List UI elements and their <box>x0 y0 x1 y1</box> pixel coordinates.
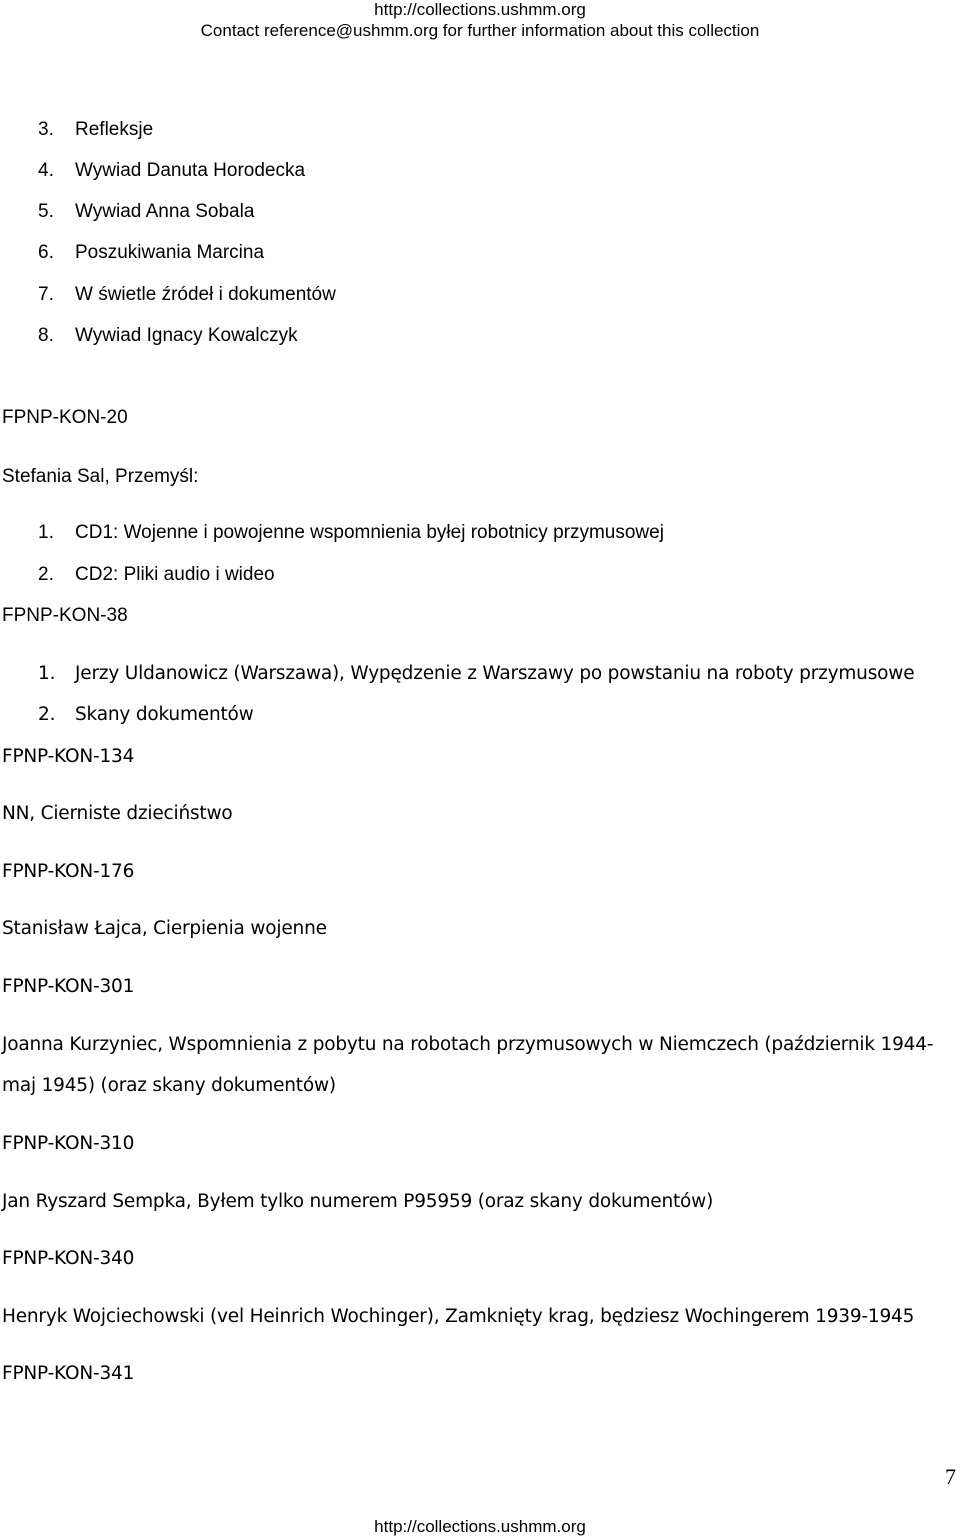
list-text: CD1: Wojenne i powojenne wspomnienia byłej robotnicy przymusowej <box>75 522 664 543</box>
list-text: Refleksje <box>75 119 154 140</box>
list-item <box>38 241 264 265</box>
list-number: 7. <box>38 284 54 305</box>
list-number: 3. <box>38 119 54 140</box>
list-item <box>38 662 914 686</box>
collection-description: NN, Cierniste dzieciństwo <box>2 803 233 824</box>
list-text: Poszukiwania Marcina <box>75 242 265 263</box>
list-text: Skany dokumentów <box>75 704 254 725</box>
collection-code: FPNP-KON-341 <box>2 1363 135 1384</box>
list-number: 2. <box>38 564 54 585</box>
list-number: 6. <box>38 242 54 263</box>
list-text: Wywiad Ignacy Kowalczyk <box>75 325 298 346</box>
list-text: CD2: Pliki audio i wideo <box>75 564 275 585</box>
list-item <box>38 118 153 142</box>
collection-code: FPNP-KON-176 <box>2 861 135 882</box>
page-number: 7 <box>945 1464 956 1489</box>
list-text: W świetle źródeł i dokumentów <box>75 284 336 305</box>
collection-code: FPNP-KON-301 <box>2 976 135 997</box>
header-url-link[interactable]: http://collections.ushmm.org <box>374 0 586 19</box>
collection-code: FPNP-KON-310 <box>2 1133 135 1154</box>
list-text: Wywiad Danuta Horodecka <box>75 160 306 181</box>
list-item <box>38 703 254 727</box>
list-number: 1. <box>38 522 54 543</box>
list-item <box>38 563 275 587</box>
list-number: 8. <box>38 325 54 346</box>
list-item <box>38 200 254 224</box>
list-item <box>38 159 305 183</box>
list-item <box>38 324 298 348</box>
collection-description: Stefania Sal, Przemyśl: <box>2 466 199 487</box>
collection-description: Jan Ryszard Sempka, Byłem tylko numerem P95959 (oraz skany dokumentów) <box>2 1191 714 1212</box>
collection-description: Henryk Wojciechowski (vel Heinrich Wochinger), Zamknięty krag, będziesz Wochingerem 1939-1945 <box>2 1306 915 1327</box>
collection-description-continued: maj 1945) (oraz skany dokumentów) <box>2 1075 336 1096</box>
header-contact-text: Contact reference@ushmm.org for further information about this collection <box>200 21 760 40</box>
collection-code: FPNP-KON-20 <box>2 407 128 428</box>
list-item <box>38 283 336 307</box>
collection-code: FPNP-KON-134 <box>2 746 135 767</box>
list-number: 1. <box>38 663 56 684</box>
list-text: Jerzy Uldanowicz (Warszawa), Wypędzenie z Warszawy po powstaniu na roboty przymusowe <box>75 663 915 684</box>
list-text: Wywiad Anna Sobala <box>75 201 255 222</box>
list-number: 4. <box>38 160 54 181</box>
footer-url-link[interactable]: http://collections.ushmm.org <box>374 1517 586 1536</box>
list-number: 2. <box>38 704 56 725</box>
collection-code: FPNP-KON-340 <box>2 1248 135 1269</box>
collection-description: Joanna Kurzyniec, Wspomnienia z pobytu na robotach przymusowych w Niemczech (październik 1944- <box>2 1034 934 1055</box>
collection-code: FPNP-KON-38 <box>2 605 128 626</box>
list-item <box>38 521 664 545</box>
list-number: 5. <box>38 201 54 222</box>
collection-description: Stanisław Łajca, Cierpienia wojenne <box>2 918 327 939</box>
